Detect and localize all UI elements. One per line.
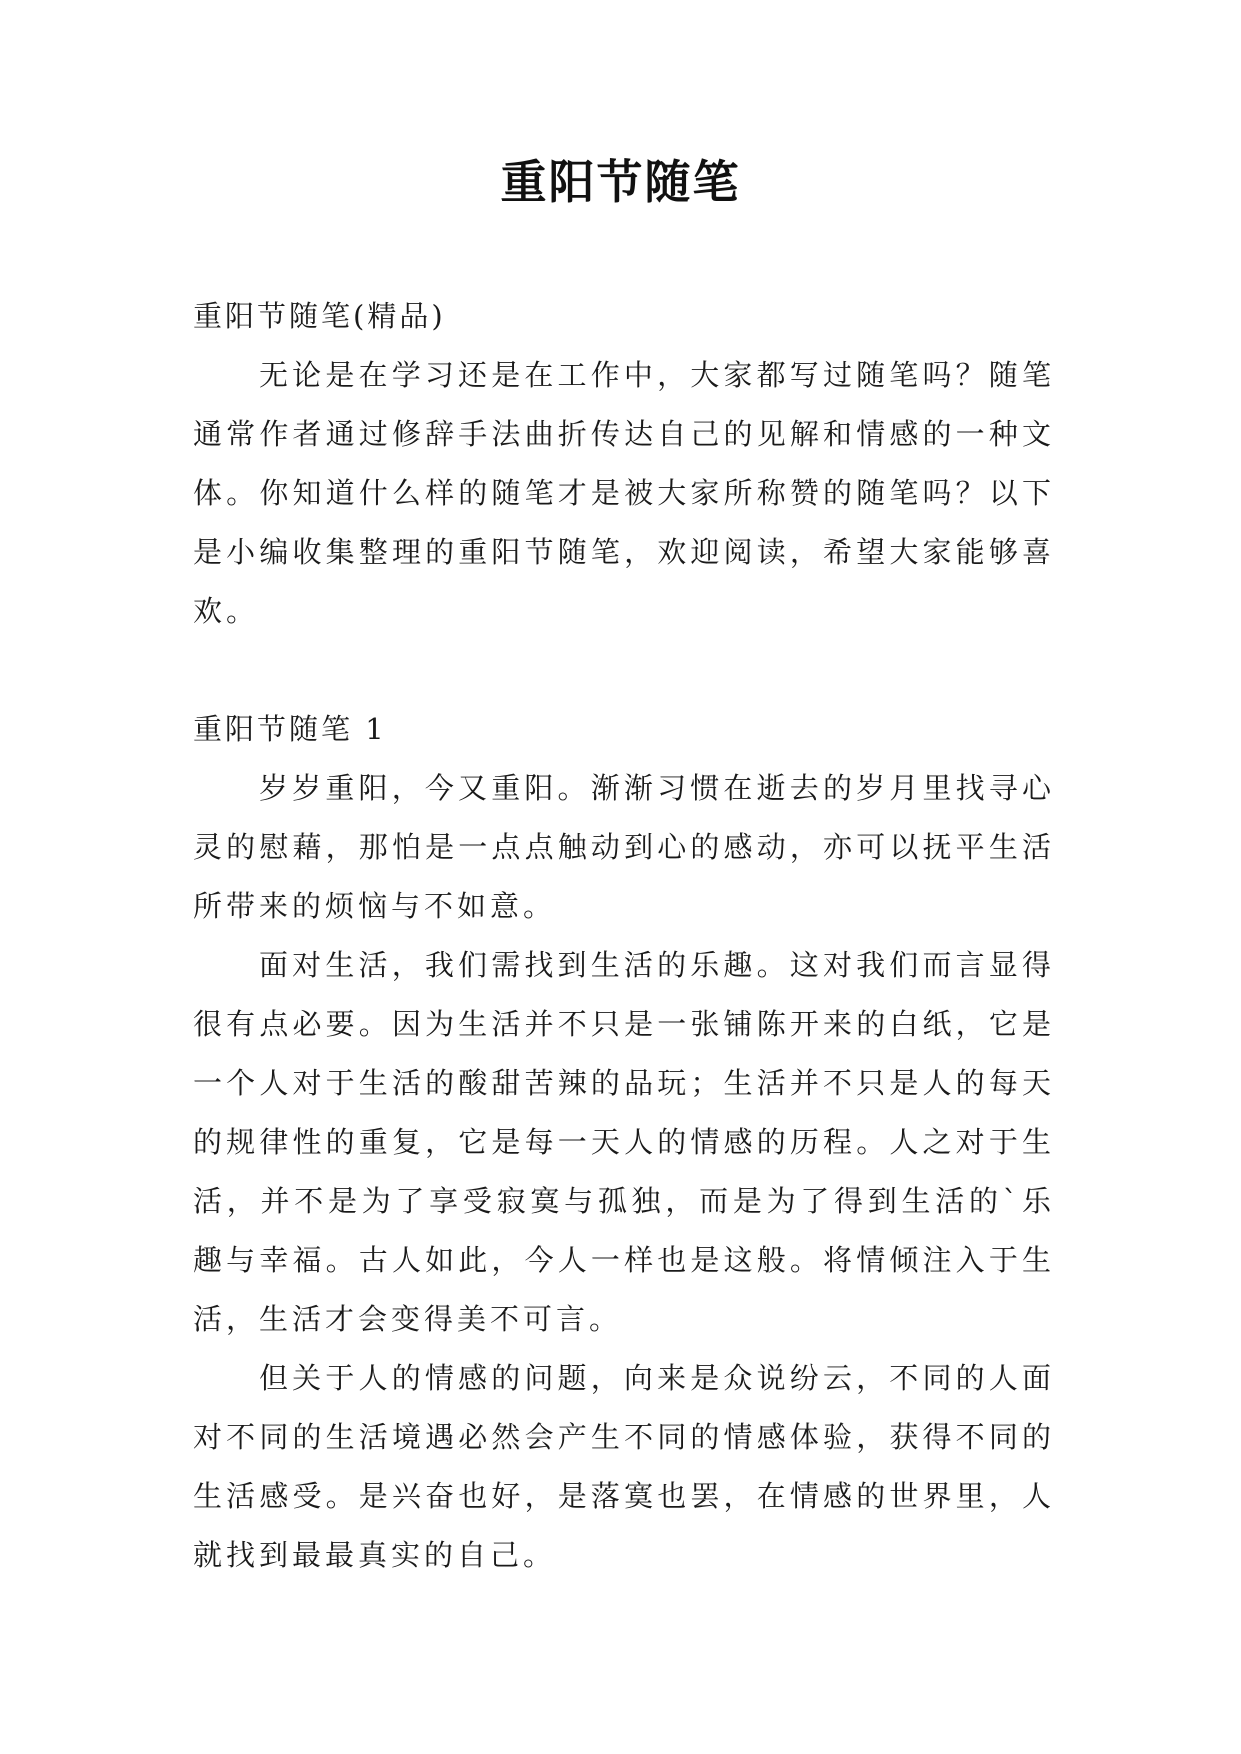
body-paragraph: 但关于人的情感的问题，向来是众说纷云，不同的人面对不同的生活境遇必然会产生不同的情感体验，获得不同的生活感受。是兴奋也好，是落寞也罢，在情感的世界里，人就找到最最真实的自己。 [193,1361,1055,1572]
document-body [193,287,1055,1585]
section-spacer [193,641,1055,700]
document-subtitle: 重阳节随笔(精品) [193,299,446,333]
section-heading: 重阳节随笔 1 [193,712,387,746]
intro-paragraph: 无论是在学习还是在工作中，大家都写过随笔吗？随笔通常作者通过修辞手法曲折传达自己的见解和情感的一种文体。你知道什么样的随笔才是被大家所称赞的随笔吗？以下是小编收集整理的重阳节随笔，欢迎阅读，希望大家能够喜欢。 [193,358,1055,628]
document-title: 重阳节随笔 [500,155,741,209]
body-paragraph: 面对生活，我们需找到生活的乐趣。这对我们而言显得很有点必要。因为生活并不只是一张铺陈开来的白纸，它是一个人对于生活的酸甜苦辣的品玩；生活并不只是人的每天的规律性的重复，它是每一天人的情感的历程。人之对于生活，并不是为了享受寂寞与孤独，而是为了得到生活的`乐趣与幸福。古人如此，今人一样也是这般。将情倾注入于生活，生活才会变得美不可言。 [193,948,1055,1336]
body-paragraph: 岁岁重阳，今又重阳。渐渐习惯在逝去的岁月里找寻心灵的慰藉，那怕是一点点触动到心的感动，亦可以抚平生活所带来的烦恼与不如意。 [193,771,1055,923]
